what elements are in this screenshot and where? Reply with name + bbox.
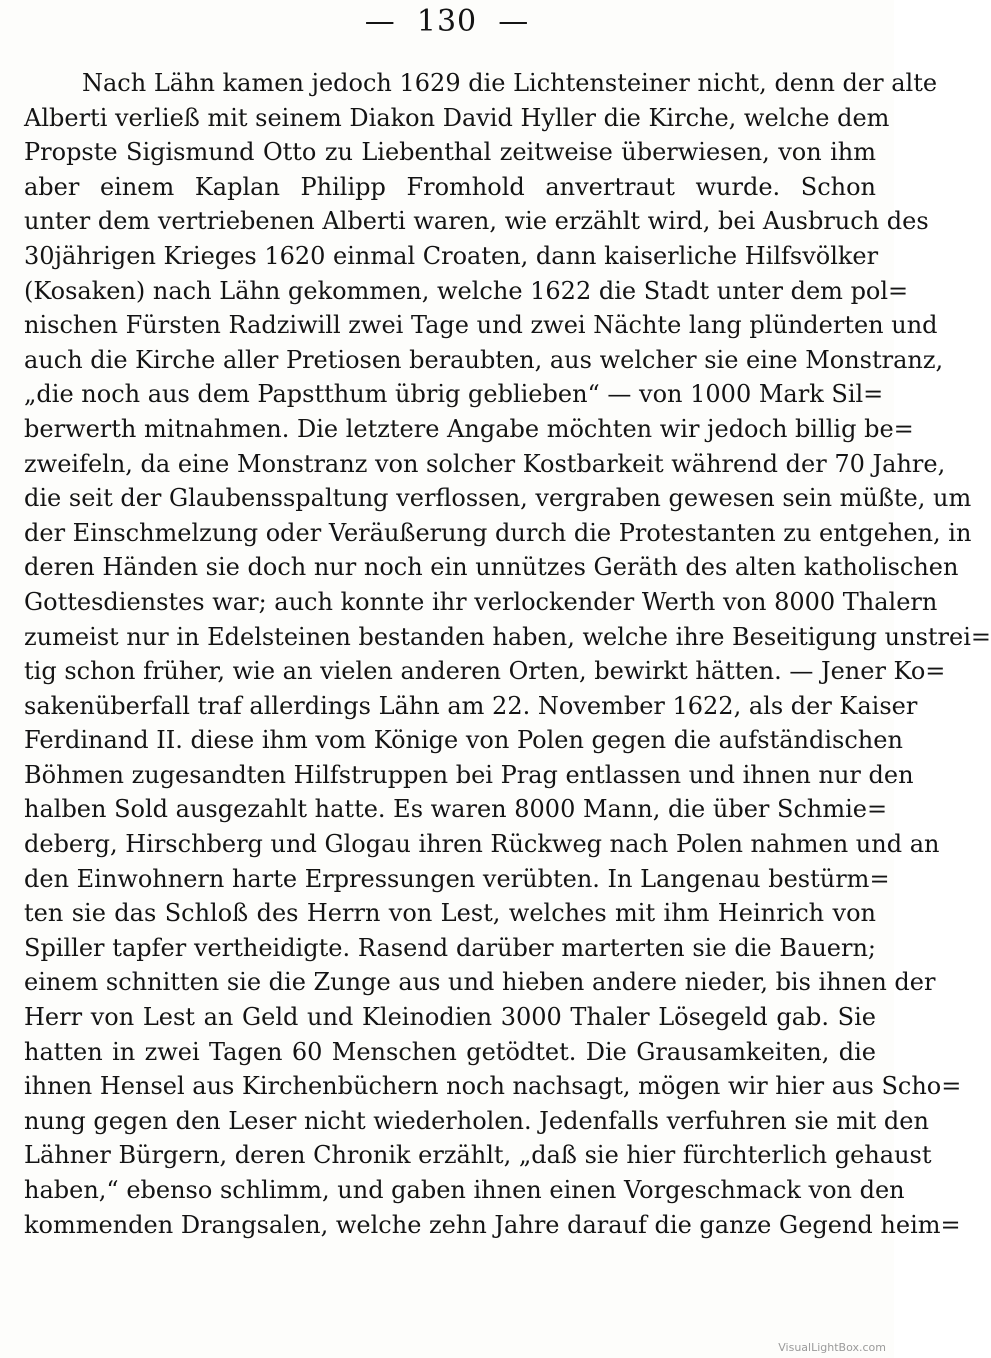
text-line: hatten in zwei Tagen 60 Menschen getödtet. Die Grausamkeiten, die bbox=[24, 1037, 876, 1066]
text-line: deren Händen sie doch nur noch ein unnützes Geräth des alten katholischen bbox=[24, 553, 959, 582]
text-line: Nach Lähn kamen jedoch 1629 die Lichtensteiner nicht, denn der alte bbox=[82, 69, 938, 97]
text-line: Propste Sigismund Otto zu Liebenthal zeitweise überwiesen, von ihm bbox=[24, 138, 876, 167]
text-line: ten sie das Schloß des Herrn von Lest, welches mit ihm Heinrich von bbox=[24, 899, 876, 928]
text-line: Böhmen zugesandten Hilfstruppen bei Prag entlassen und ihnen nur den bbox=[24, 760, 914, 789]
text-line: „die noch aus dem Papstthum übrig geblieben“ — von 1000 Mark Sil= bbox=[24, 380, 884, 409]
text-line: der Einschmelzung oder Veräußerung durch die Protestanten zu entgehen, in bbox=[24, 518, 972, 547]
text-line: nung gegen den Leser nicht wiederholen. Jedenfalls verfuhren sie mit den bbox=[24, 1106, 929, 1135]
text-line: zweifeln, da eine Monstranz von solcher Kostbarkeit während der 70 Jahre, bbox=[24, 449, 946, 478]
text-line: kommenden Drangsalen, welche zehn Jahre darauf die ganze Gegend heim= bbox=[24, 1210, 961, 1239]
page-number: — 130 — bbox=[364, 4, 530, 39]
text-line: die seit der Glaubensspaltung verflossen, vergraben gewesen sein müßte, um bbox=[24, 484, 972, 513]
text-line: Herr von Lest an Geld und Kleinodien 3000 Thaler Lösegeld gab. Sie bbox=[24, 1003, 876, 1032]
text-line: zumeist nur in Edelsteinen bestanden haben, welche ihre Beseitigung unstrei= bbox=[24, 622, 991, 651]
text-line: Ferdinand II. diese ihm vom Könige von Polen gegen die aufständischen bbox=[24, 726, 903, 755]
text-line: halben Sold ausgezahlt hatte. Es waren 8000 Mann, die über Schmie= bbox=[24, 795, 888, 824]
text-line: Spiller tapfer vertheidigte. Rasend darüber marterten sie die Bauern; bbox=[24, 933, 876, 962]
text-line: einem schnitten sie die Zunge aus und hieben andere nieder, bis ihnen der bbox=[24, 968, 936, 997]
text-line: Gottesdienstes war; auch konnte ihr verlockender Werth von 8000 Thalern bbox=[24, 587, 938, 616]
text-line: haben,“ ebenso schlimm, und gaben ihnen einen Vorgeschmack von den bbox=[24, 1176, 905, 1204]
text-line: den Einwohnern harte Erpressungen verübten. In Langenau bestürm= bbox=[24, 864, 890, 893]
text-line: unter dem vertriebenen Alberti waren, wie erzählt wird, bei Ausbruch des bbox=[24, 207, 929, 236]
body-text bbox=[24, 66, 991, 1242]
text-line: ihnen Hensel aus Kirchenbüchern noch nachsagt, mögen wir hier aus Scho= bbox=[24, 1072, 962, 1101]
text-line: Lähner Bürgern, deren Chronik erzählt, „daß sie hier fürchterlich gehaust bbox=[24, 1141, 932, 1170]
text-line: (Kosaken) nach Lähn gekommen, welche 1622 die Stadt unter dem pol= bbox=[24, 276, 909, 305]
text-line: tig schon früher, wie an vielen anderen Orten, bewirkt hätten. — Jener Ko= bbox=[24, 657, 946, 686]
text-line: aber einem Kaplan Philipp Fromhold anvertraut wurde. Schon bbox=[24, 172, 876, 201]
text-line: berwerth mitnahmen. Die letztere Angabe möchten wir jedoch billig be= bbox=[24, 414, 914, 443]
text-line: auch die Kirche aller Pretiosen beraubten, aus welcher sie eine Monstranz, bbox=[24, 345, 944, 374]
watermark-text: VisualLightBox.com bbox=[778, 1341, 886, 1354]
text-line: deberg, Hirschberg und Glogau ihren Rückweg nach Polen nahmen und an bbox=[24, 830, 940, 859]
text-line: sakenüberfall traf allerdings Lähn am 22. November 1622, als der Kaiser bbox=[24, 691, 918, 720]
text-line: Alberti verließ mit seinem Diakon David Hyller die Kirche, welche dem bbox=[24, 103, 890, 132]
text-line: 30jährigen Krieges 1620 einmal Croaten, dann kaiserliche Hilfsvölker bbox=[24, 241, 879, 270]
text-line: nischen Fürsten Radziwill zwei Tage und zwei Nächte lang plünderten und bbox=[24, 311, 938, 340]
